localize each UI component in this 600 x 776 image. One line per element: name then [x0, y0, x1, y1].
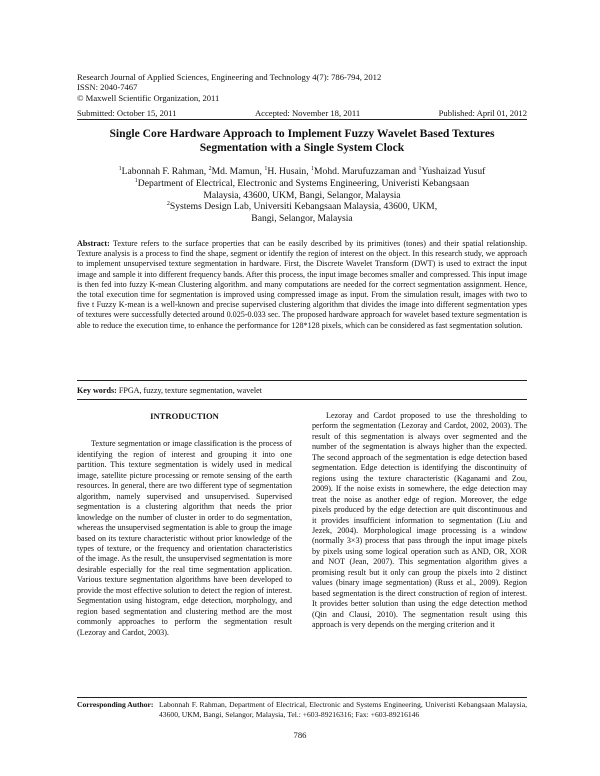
issn: ISSN: 2040-7467	[77, 82, 138, 93]
right-column	[312, 411, 527, 631]
corresponding-label: Corresponding Author:	[77, 700, 154, 709]
affiliation-mark: 1	[134, 177, 138, 184]
affiliation-text: Department of Electrical, Electronic and Systems Engineering, Univeristi Kebangsaan	[137, 177, 470, 189]
keywords	[77, 386, 527, 395]
abstract-rule	[77, 380, 527, 381]
keywords-text: FPGA, fuzzy, texture segmentation, wavelet	[116, 386, 262, 395]
paper-title	[77, 127, 527, 155]
keywords-label: Key words:	[77, 386, 117, 395]
journal-citation: Research Journal of Applied Sciences, Engineering and Technology 4(7): 786-794, 2012	[77, 72, 382, 82]
author-name: Yushaizad Yusuf	[421, 166, 486, 177]
author-block	[77, 166, 527, 225]
author-name: Labonnah F. Rahman,	[121, 166, 209, 177]
author-name: Mohd. Marufuzzaman and	[314, 166, 419, 177]
copyright: © Maxwell Scientific Organization, 2011	[77, 92, 220, 103]
paragraph: Texture segmentation or image classification is the process of identifying the region of interest and grouping it into one partition. This texture segmentation is widely used in medical image, satellite picture processing or remote sensing of the earth resources. In general, there are two different type of segmentation algorithm, namely supervised and unsupervised. Supervised segmentation is a clustering algorithm that needs the prior knowledge on the number of cluster in order to do segmentation, whereas the unsupervised segmentation is able to group the image based on its texture characteristic without prior knowledge of the types of texture, or the frequency and orientation characteristics of the image. As the result, the unsupervised segmentation is more desirable especially for the real time segmentation application. Various texture segmentation algorithms have been developed to provide the most effective solution to detect the region of interest. Segmentation using histogram, edge detection, morphology, and region based segmentation and clustering method are the most commonly approaches to perform the segmentation result (Lezoray and Cardot, 2003).	[77, 439, 292, 637]
affiliation-text: Systems Design Lab, Universiti Kebangsaan Malaysia, 43600, UKM,	[169, 201, 438, 213]
abstract-text: Texture refers to the surface properties that can be easily described by its primitives (tones) and their spatial relationship. Texture analysis is a process to find the shape, segment or identify the region of interest on the object. In this research study, we approach to implement unsupervised texture segmentation in hardware. First, the Discrete Wavelet Transform (DWT) is used to extract the input image and sample it into different frequency bands. After this process, the input image becomes smaller and compressed. This input image is then fed into fuzzy K-mean Clustering algorithm. and many computations are needed for the correct segmentation assignment. Hence, the total execution time for segmentation is improved using compressed image as input. From the simulation result, images with two to five t Fuzzy K-mean is a well-known and precise supervised clustering algorithm that divides the image into different segmentation ypes of textures were successfully detected around 0.025-0.033 sec. The proposed hardware approach for wavelet based texture segmentation is able to reduce the execution time, to enhance the performance for 128*128 pixels, which can be considered as fast segmentation solution.	[77, 239, 527, 330]
author-list	[77, 166, 527, 178]
author-name: Md. Mamun,	[211, 166, 265, 177]
affiliation-2	[77, 201, 527, 213]
affiliation-mark: 1	[418, 165, 422, 172]
title-line-1: Single Core Hardware Approach to Implement Fuzzy Wavelet Based Textures	[109, 127, 495, 140]
affiliation-mark: 1	[118, 165, 122, 172]
corresponding-author	[77, 700, 527, 719]
accepted-date: Accepted: November 18, 2011	[254, 108, 361, 118]
abstract	[77, 239, 527, 331]
affiliation-2-cont: Bangi, Selangor, Malaysia	[251, 213, 353, 225]
journal-header	[77, 72, 527, 103]
corresponding-text: Labonnah F. Rahman, Department of Electrical, Electronic and Systems Engineering, Univeristi Kebangsaan Malaysia, 43600, UKM, Bangi, Selangor, Malaysia, Tel.: +603-89216316; Fax: +603-89216146	[159, 700, 527, 719]
affiliation-mark: 1	[311, 165, 315, 172]
affiliation-mark: 2	[166, 201, 170, 208]
header-rule	[77, 119, 527, 120]
section-heading-introduction: INTRODUCTION	[150, 411, 219, 421]
affiliation-mark: 2	[208, 165, 212, 172]
affiliation-1-cont: Malaysia, 43600, UKM, Bangi, Selangor, Malaysia	[203, 189, 401, 201]
date-line	[77, 108, 527, 118]
abstract-label: Abstract:	[77, 239, 110, 248]
affiliation-1	[77, 178, 527, 190]
title-line-2: Segmentation with a Single System Clock	[199, 141, 405, 154]
footer-rule	[77, 697, 527, 698]
affiliation-mark: 1	[264, 165, 268, 172]
left-column	[77, 411, 292, 638]
page-number: 786	[293, 730, 307, 740]
submitted-date: Submitted: October 15, 2011	[77, 108, 177, 118]
keywords-rule	[77, 399, 527, 400]
author-name: H. Husain,	[267, 166, 312, 177]
published-date: Published: April 01, 2012	[438, 108, 527, 118]
paragraph: Lezoray and Cardot proposed to use the thresholding to perform the segmentation (Lezoray and Cardot, 2002, 2003). The result of this segmentation is always over segmented and the number of the segmentation is always higher than the expected. The second approach of the segmentation is edge detection based segmentation. Edge detection is identifying the discontinuity of regions using the texture characteristic (Kaganami and Zou, 2009). If the noise exists in somewhere, the edge detection may treat the noise as another edge of region. Moreover, the edge pixels produced by the edge detection are quit discontinuous and it provides insufficient information to segmentation (Liu and Jezek, 2004). Morphological image processing is a window (normally 3×3) process that pass through the input image pixels by pixels using some logical operation such as AND, OR, XOR and NOT (Jean, 2007). This segmentation algorithm gives a promising result but it only can group the pixels into 2 distinct values (binary image segmentation) (Russ et al., 2009). Region based segmentation is the direct construction of region of interest. It provides better solution than using the edge detection method (Qin and Clausi, 2010). The segmentation result using this approach is very depends on the merging criterion and it	[312, 411, 527, 630]
